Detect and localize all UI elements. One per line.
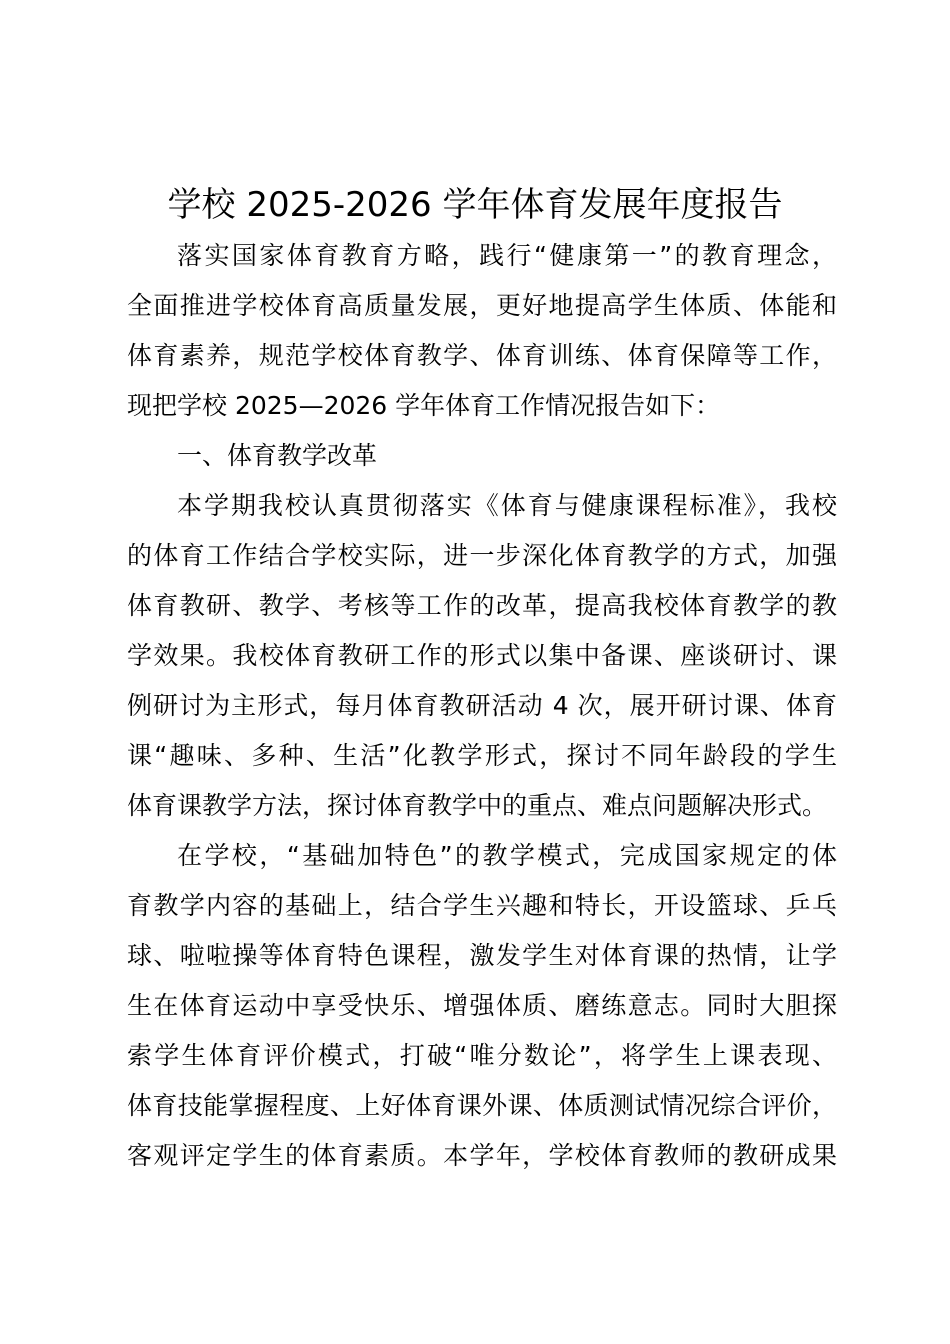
paragraph-line: 现把学校 2025—2026 学年体育工作情况报告如下： xyxy=(127,391,721,420)
paragraph-line: 体育技能掌握程度、上好体育课外课、体质测试情况综合评价， xyxy=(127,1091,837,1120)
paragraph-line: 体育课教学方法，探讨体育教学中的重点、难点问题解决形式。 xyxy=(127,791,828,820)
section-heading: 一、体育教学改革 xyxy=(177,441,378,470)
paragraph-line: 客观评定学生的体育素质。本学年，学校体育教师的教研成果 xyxy=(127,1141,837,1170)
paragraph-line: 本学期我校认真贯彻落实《体育与健康课程标准》，我校 xyxy=(177,491,837,520)
paragraph-line: 体育教研、教学、考核等工作的改革，提高我校体育教学的教 xyxy=(127,591,837,620)
paragraph-line: 全面推进学校体育高质量发展，更好地提高学生体质、体能和 xyxy=(127,291,837,320)
paragraph-line: 课“趣味、多种、生活”化教学形式，探讨不同年龄段的学生 xyxy=(127,741,837,770)
paragraph-line: 球、啦啦操等体育特色课程，激发学生对体育课的热情，让学 xyxy=(127,941,837,970)
paragraph-line: 学效果。我校体育教研工作的形式以集中备课、座谈研讨、课 xyxy=(127,641,837,670)
paragraph-line: 育教学内容的基础上，结合学生兴趣和特长，开设篮球、乒乓 xyxy=(127,891,837,920)
document-title: 学校 2025-2026 学年体育发展年度报告 xyxy=(167,185,783,225)
paragraph-line: 的体育工作结合学校实际，进一步深化体育教学的方式，加强 xyxy=(127,541,837,570)
paragraph-line: 索学生体育评价模式，打破“唯分数论”，将学生上课表现、 xyxy=(127,1041,837,1070)
paragraph-line: 例研讨为主形式，每月体育教研活动 4 次，展开研讨课、体育 xyxy=(127,691,837,720)
paragraph-line: 体育素养，规范学校体育教学、体育训练、体育保障等工作， xyxy=(127,341,837,370)
paragraph-line: 落实国家体育教育方略，践行“健康第一”的教育理念， xyxy=(177,241,837,270)
paragraph-line: 在学校，“基础加特色”的教学模式，完成国家规定的体 xyxy=(177,841,837,870)
paragraph-line: 生在体育运动中享受快乐、增强体质、磨练意志。同时大胆探 xyxy=(127,991,837,1020)
